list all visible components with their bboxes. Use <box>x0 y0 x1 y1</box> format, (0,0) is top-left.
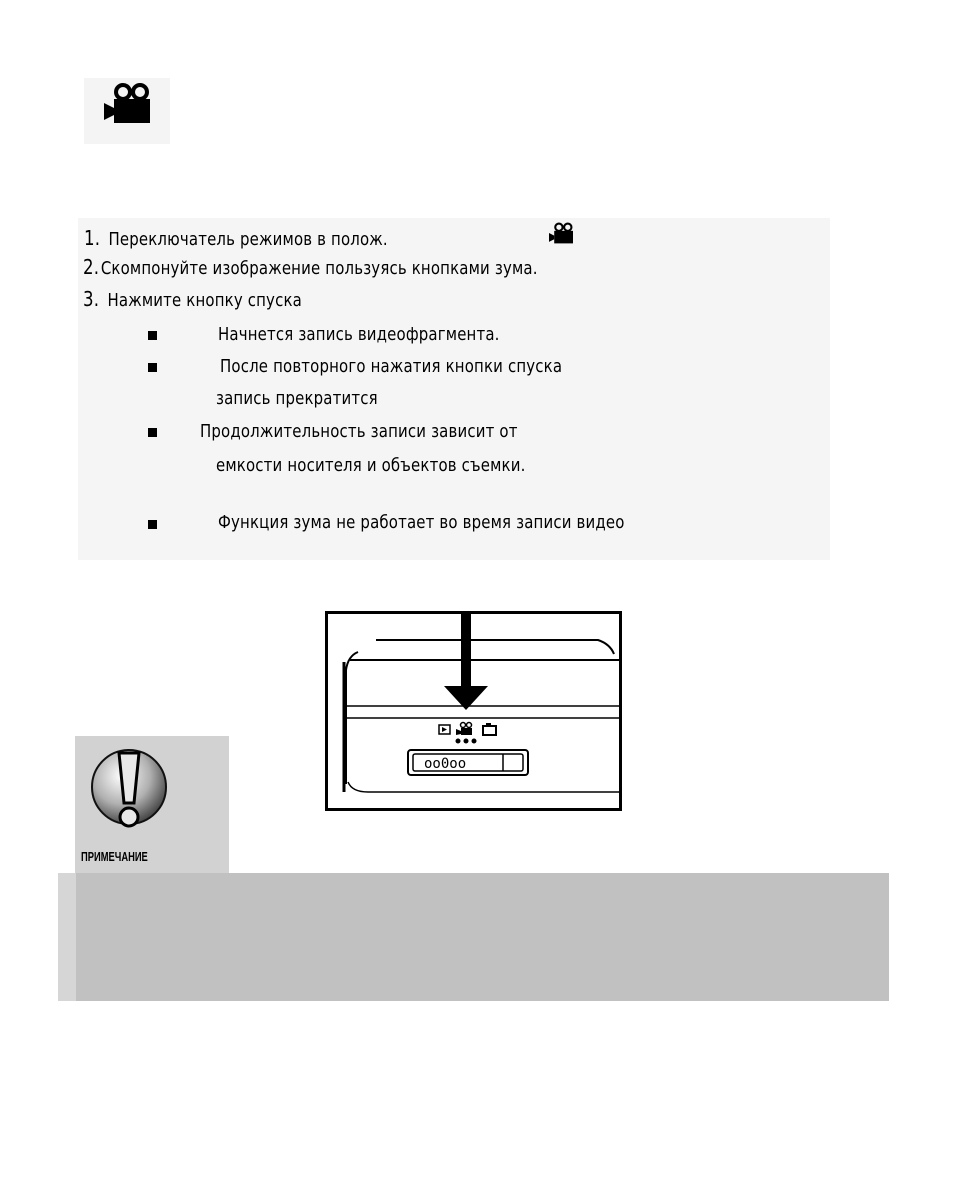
video-camera-icon <box>102 82 152 128</box>
video-mode-header-icon <box>84 78 170 144</box>
step-text: Скомпонуйте изображение пользуясь кнопками зума. <box>100 258 538 279</box>
step-3 <box>83 288 302 312</box>
bullet-4-text: Функция зума не работает во время записи видео <box>218 512 625 533</box>
mode-switch-illustration <box>325 611 622 811</box>
step-number: 1. <box>84 226 101 250</box>
bullet-2-line-2: запись прекратится <box>216 388 378 409</box>
video-camera-icon <box>544 222 578 246</box>
step-number: 2. <box>83 255 100 279</box>
bullet-1-text: Начнется запись видеофрагмента. <box>218 324 500 345</box>
bullet-icon <box>148 363 157 372</box>
note-side-strip <box>58 873 76 1001</box>
bullet-icon <box>148 331 157 340</box>
note-label: ПРИМЕЧАНИЕ <box>81 849 148 864</box>
camera-top-drawing <box>328 614 619 808</box>
step-number: 3. <box>83 287 100 311</box>
note-icon-box <box>75 736 229 873</box>
mode-dial-label: oo0oo <box>424 756 467 772</box>
note-panel <box>76 873 889 1001</box>
bullet-icon <box>148 520 157 529</box>
bullet-2-line-1: После повторного нажатия кнопки спуска <box>220 356 563 377</box>
exclamation-icon <box>89 747 169 843</box>
step-2 <box>83 256 538 280</box>
instructions-panel <box>78 218 830 560</box>
bullet-icon <box>148 428 157 437</box>
step-text: Переключатель режимов в полож. <box>108 229 388 250</box>
step-text: Нажмите кнопку спуска <box>107 290 302 311</box>
bullet-3-line-1: Продолжительность записи зависит от <box>200 421 518 442</box>
bullet-3-line-2: емкости носителя и объектов съемки. <box>216 455 526 476</box>
step-1 <box>84 227 388 251</box>
